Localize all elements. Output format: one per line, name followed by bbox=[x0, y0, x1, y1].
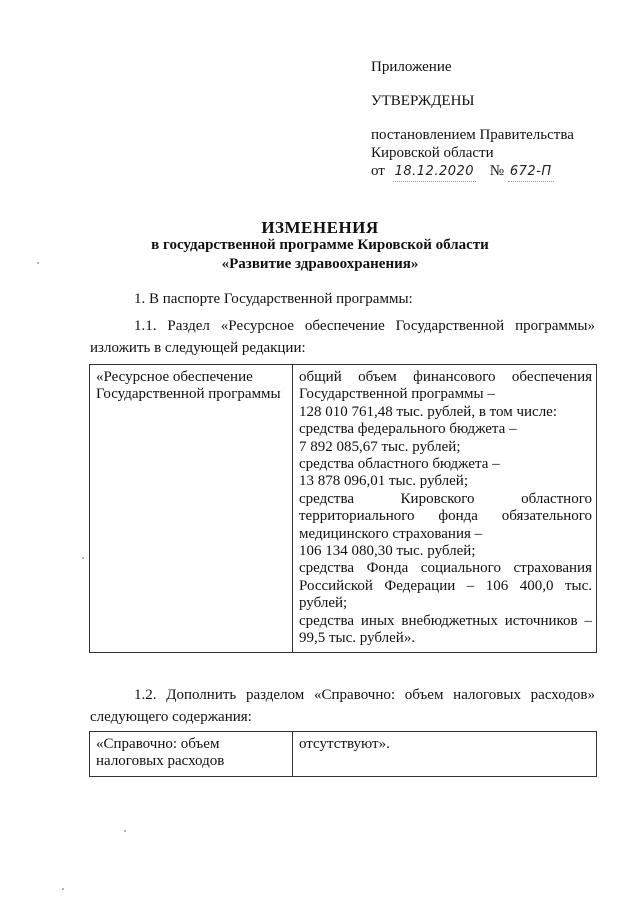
funding-total-value: 128 010 761,48 тыс. рублей, в том числе: bbox=[299, 403, 558, 420]
resource-table-right-cell bbox=[293, 365, 597, 653]
tax-table-row bbox=[90, 732, 597, 777]
regional-budget-label: средства областного бюджета – bbox=[299, 456, 500, 473]
section-1-heading: 1. В паспорте Государственной программы: bbox=[134, 291, 413, 307]
scan-speck bbox=[62, 888, 64, 890]
tax-table-left-cell: «Справочно: объем налоговых расходов bbox=[90, 732, 293, 777]
tax-table-right-cell: отсутствуют». bbox=[293, 732, 597, 777]
funding-total-label: общий объем финансового обеспечения Государственной программы – bbox=[299, 369, 592, 403]
social-fund-line: средства Фонда социального страхования Российской Федерации – 106 400,0 тыс. рублей; bbox=[299, 560, 592, 612]
decree-line-2: Кировской области bbox=[371, 145, 494, 161]
section-1-2-text: 1.2. Дополнить разделом «Справочно: объем налоговых расходов» следующего содержания: bbox=[90, 687, 595, 725]
decree-date-line bbox=[371, 162, 574, 182]
approved-label: УТВЕРЖДЕНЫ bbox=[371, 93, 475, 109]
handwritten-date: 18.12.2020 bbox=[393, 163, 476, 182]
federal-budget-value: 7 892 085,67 тыс. рублей; bbox=[299, 438, 461, 455]
resource-table-left-cell: «Ресурсное обеспечение Государственной программы bbox=[90, 365, 293, 653]
decree-line-1: постановлением Правительства bbox=[371, 127, 574, 143]
date-prefix: от bbox=[371, 163, 385, 179]
document-subtitle-2: «Развитие здравоохранения» bbox=[221, 256, 419, 272]
tax-table bbox=[89, 731, 597, 777]
federal-budget-label: средства федерального бюджета – bbox=[299, 421, 517, 438]
regional-budget-value: 13 878 096,01 тыс. рублей; bbox=[299, 473, 468, 490]
handwritten-number: 672-П bbox=[508, 163, 554, 182]
number-prefix: № bbox=[489, 163, 505, 179]
approval-block bbox=[371, 58, 574, 182]
resource-table-row bbox=[90, 365, 597, 653]
document-title: ИЗМЕНЕНИЯ bbox=[261, 218, 379, 237]
appendix-label: Приложение bbox=[371, 59, 452, 75]
scan-speck bbox=[82, 557, 84, 559]
insurance-fund-label: средства Кировского областного территориального фонда обязательного медицинского страхования – bbox=[299, 490, 592, 542]
document-subtitle-1: в государственной программе Кировской области bbox=[151, 237, 489, 253]
section-1-1-text: 1.1. Раздел «Ресурсное обеспечение Государственной программы» изложить в следующей редакции: bbox=[90, 318, 595, 356]
extra-budget-line: средства иных внебюджетных источников – 99,5 тыс. рублей». bbox=[299, 612, 592, 647]
resource-table bbox=[89, 364, 597, 653]
insurance-fund-value: 106 134 080,30 тыс. рублей; bbox=[299, 543, 476, 560]
scan-speck bbox=[37, 262, 39, 264]
scan-speck bbox=[124, 830, 126, 832]
